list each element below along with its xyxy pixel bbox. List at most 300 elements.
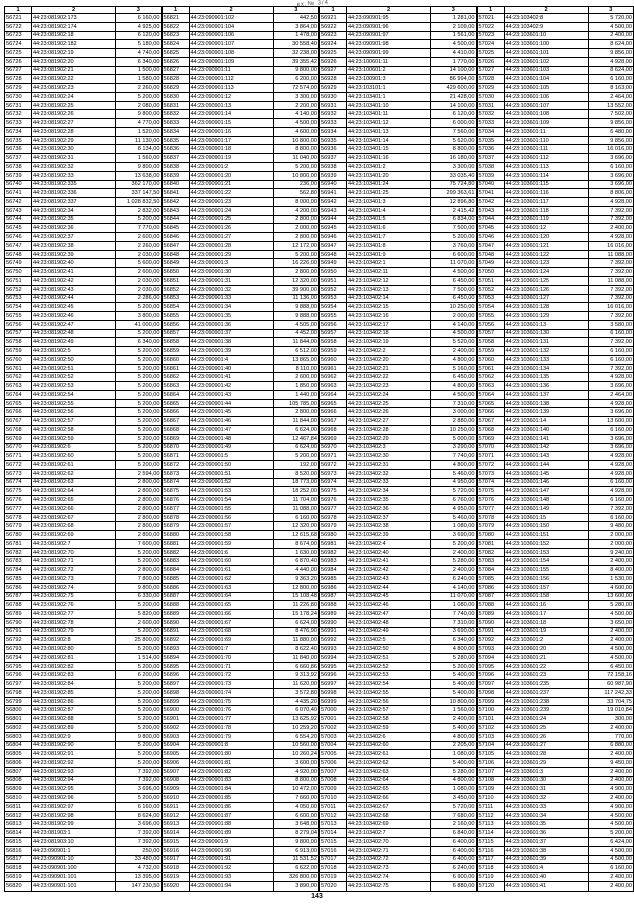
- row-number: 56974: [320, 478, 347, 487]
- table-row: [320, 320, 477, 329]
- cadastral-number: 44:23:090901:7: [189, 645, 273, 654]
- row-number: 56871: [162, 452, 189, 461]
- row-number: 56747: [5, 241, 32, 250]
- cadastral-value: 5 200,00: [116, 399, 162, 408]
- cadastral-value: 9 800,00: [116, 163, 162, 172]
- row-number: 57068: [477, 425, 504, 434]
- table-row: [477, 250, 634, 259]
- table-row: [477, 417, 634, 426]
- cadastral-value: 9 856,00: [588, 136, 634, 145]
- row-number: 56808: [5, 776, 32, 785]
- table-row: [477, 881, 634, 891]
- cadastral-number: 44:23:103601:157: [504, 583, 588, 592]
- cadastral-value: 1 530,00: [588, 575, 634, 584]
- row-number: 56793: [5, 645, 32, 654]
- cadastral-value: 2 400,00: [588, 557, 634, 566]
- row-number: 56955: [320, 312, 347, 321]
- table-row: [477, 198, 634, 207]
- row-number: 56966: [320, 408, 347, 417]
- cadastral-value: 9 240,00: [588, 548, 634, 557]
- table-row: [477, 14, 634, 23]
- table-row: [162, 66, 319, 75]
- row-number: 56920: [162, 881, 189, 891]
- cadastral-value: 5 200,00: [588, 829, 634, 838]
- cadastral-value: 2 205,00: [431, 741, 477, 750]
- row-number: 57083: [477, 557, 504, 566]
- table-row: [5, 732, 162, 741]
- row-number: 56754: [5, 303, 32, 312]
- row-number: 56911: [162, 802, 189, 811]
- cadastral-number: 44:23:081902:34: [32, 206, 116, 215]
- cadastral-number: 44:23:103402:40: [347, 548, 431, 557]
- table-row: [477, 636, 634, 645]
- row-number: 57074: [477, 478, 504, 487]
- cadastral-value: 6 554,20: [273, 732, 319, 741]
- cadastral-value: 6 240,00: [431, 575, 477, 584]
- cadastral-number: 44:23:081902:89: [32, 724, 116, 733]
- cadastral-value: 7 800,00: [116, 575, 162, 584]
- table-row: [477, 496, 634, 505]
- cadastral-number: 44:23:103601:127: [504, 294, 588, 303]
- cadastral-value: 2 030,00: [116, 285, 162, 294]
- table-row: [5, 110, 162, 119]
- cadastral-value: 11 136,00: [273, 294, 319, 303]
- cadastral-value: 10 260,24: [273, 750, 319, 759]
- cadastral-value: 6 200,00: [116, 671, 162, 680]
- cadastral-value: 33 480,00: [116, 855, 162, 864]
- cadastral-number: 44:23:090901:88: [189, 820, 273, 829]
- row-number: 56860: [162, 355, 189, 364]
- table-row: [162, 811, 319, 820]
- row-number: 57085: [477, 575, 504, 584]
- row-number: 57004: [320, 741, 347, 750]
- cadastral-number: 44:23:081902:44: [32, 294, 116, 303]
- row-number: 56787: [5, 592, 32, 601]
- row-number: 57041: [477, 189, 504, 198]
- cadastral-value: 4 500,00: [588, 811, 634, 820]
- row-number: 56959: [320, 347, 347, 356]
- table-row: [320, 347, 477, 356]
- row-number: 56863: [162, 382, 189, 391]
- cadastral-number: 44:23:103402:7: [347, 829, 431, 838]
- cadastral-number: 44:23:090901:59: [189, 539, 273, 548]
- cadastral-value: 7 392,00: [116, 829, 162, 838]
- cadastral-number: 44:23:090901:64: [189, 592, 273, 601]
- table-row: [477, 688, 634, 697]
- row-number: 56767: [5, 417, 32, 426]
- cadastral-number: 44:23:081902:54: [32, 390, 116, 399]
- table-row: [5, 504, 162, 513]
- table-row: [162, 408, 319, 417]
- table-row: [162, 338, 319, 347]
- row-number: 57109: [477, 785, 504, 794]
- cadastral-number: 44:23:090901:4: [189, 355, 273, 364]
- cadastral-number: 44:23:103401:11: [347, 110, 431, 119]
- row-number: 56806: [5, 759, 32, 768]
- cadastral-number: 44:23:103601:16: [504, 601, 588, 610]
- row-number: 56807: [5, 767, 32, 776]
- cadastral-value: 2 800,00: [273, 215, 319, 224]
- row-number: 56788: [5, 601, 32, 610]
- cadastral-number: 44:23:103601:115: [504, 180, 588, 189]
- cadastral-number: 44:23:090901:44: [189, 399, 273, 408]
- cadastral-number: 44:23:090901:47: [189, 425, 273, 434]
- table-row: [320, 312, 477, 321]
- cadastral-value: 4 140,00: [273, 110, 319, 119]
- cadastral-value: 1 560,00: [431, 706, 477, 715]
- cadastral-value: 15 178,24: [273, 610, 319, 619]
- cadastral-value: 4 928,00: [588, 461, 634, 470]
- cadastral-value: 5 200,00: [116, 706, 162, 715]
- row-number: 56972: [320, 461, 347, 470]
- table-row: [162, 671, 319, 680]
- table-row: [162, 478, 319, 487]
- row-number: 56973: [320, 469, 347, 478]
- table-row: [5, 84, 162, 93]
- cadastral-number: 44:23:090901:69: [189, 636, 273, 645]
- table-row: [477, 399, 634, 408]
- row-number: 57081: [477, 539, 504, 548]
- table-row: [477, 434, 634, 443]
- table-row: [477, 645, 634, 654]
- cadastral-value: 5 200,00: [116, 461, 162, 470]
- cadastral-value: 2 109,00: [431, 22, 477, 31]
- table-row: [5, 285, 162, 294]
- cadastral-number: 44:23:103402:61: [347, 750, 431, 759]
- cadastral-number: 44:23:103601:105: [504, 84, 588, 93]
- table-row: [320, 285, 477, 294]
- cadastral-number: 44:23:103601:239: [504, 706, 588, 715]
- table-row: [5, 49, 162, 58]
- row-number: 56804: [5, 741, 32, 750]
- cadastral-value: 9 313,92: [273, 671, 319, 680]
- table-row: [477, 329, 634, 338]
- cadastral-number: 44:23:103402:59: [347, 724, 431, 733]
- cadastral-number: 44:23:081902:5: [32, 347, 116, 356]
- cadastral-value: 4 500,00: [588, 610, 634, 619]
- cadastral-number: 44:23:081902:26: [32, 110, 116, 119]
- cadastral-value: 11 226,80: [273, 601, 319, 610]
- cadastral-number: 44:23:081902:8: [32, 636, 116, 645]
- table-row: [5, 390, 162, 399]
- table-row: [320, 434, 477, 443]
- row-number: 57080: [477, 531, 504, 540]
- cadastral-number: 44:23:090901:77: [189, 715, 273, 724]
- cadastral-value: 6 000,00: [431, 119, 477, 128]
- cadastral-value: 7 392,00: [116, 776, 162, 785]
- cadastral-value: 13 600,00: [588, 417, 634, 426]
- table-row: [320, 40, 477, 49]
- cadastral-number: 44:23:081902:45: [32, 303, 116, 312]
- cadastral-value: 4 925,00: [116, 22, 162, 31]
- cadastral-number: 44:23:090901:102: [189, 14, 273, 23]
- table-row: [5, 759, 162, 768]
- row-number: 56846: [162, 233, 189, 242]
- column-header: 2: [347, 7, 431, 14]
- cadastral-value: 3 300,00: [431, 163, 477, 172]
- table-row: [477, 338, 634, 347]
- table-row: [5, 347, 162, 356]
- cadastral-value: 4 950,00: [431, 504, 477, 513]
- cadastral-number: 44:23:103601:119: [504, 215, 588, 224]
- cadastral-value: 6 160,00: [588, 496, 634, 505]
- row-number: 56864: [162, 390, 189, 399]
- table-row: [477, 732, 634, 741]
- row-number: 56732: [5, 110, 32, 119]
- row-number: 56996: [320, 671, 347, 680]
- cadastral-value: 1 080,00: [431, 750, 477, 759]
- row-number: 56872: [162, 461, 189, 470]
- cadastral-value: 5 200,00: [273, 452, 319, 461]
- cadastral-number: 44:23:090901:25: [189, 215, 273, 224]
- table-row: [5, 837, 162, 846]
- table-row: [477, 110, 634, 119]
- cadastral-number: 44:23:103601:25: [504, 724, 588, 733]
- row-number: 56993: [320, 645, 347, 654]
- row-number: 57003: [320, 732, 347, 741]
- table-row: [320, 390, 477, 399]
- cadastral-number: 44:23:103601:154: [504, 557, 588, 566]
- cadastral-number: 44:23:090901:90: [189, 846, 273, 855]
- row-number: 56802: [5, 724, 32, 733]
- table-row: [5, 40, 162, 49]
- cadastral-number: 44:23:103402:48: [347, 618, 431, 627]
- cadastral-number: 44:23:103601:38: [504, 846, 588, 855]
- table-row: [320, 14, 477, 23]
- table-row: [320, 881, 477, 891]
- row-number: 56895: [162, 662, 189, 671]
- cadastral-number: 44:23:081902:81: [32, 653, 116, 662]
- table-row: [477, 452, 634, 461]
- cadastral-value: 4 928,00: [588, 233, 634, 242]
- row-number: 57028: [477, 75, 504, 84]
- table-row: [5, 408, 162, 417]
- table-row: [477, 697, 634, 706]
- cadastral-value: 2 600,00: [273, 373, 319, 382]
- table-row: [320, 837, 477, 846]
- cadastral-value: 8 622,40: [273, 645, 319, 654]
- row-number: 57018: [320, 864, 347, 873]
- table-row: [320, 127, 477, 136]
- row-number: 57042: [477, 198, 504, 207]
- table-row: [477, 119, 634, 128]
- cadastral-value: 442,50: [273, 14, 319, 23]
- table-row: [162, 837, 319, 846]
- cadastral-number: 44:23:081902:68: [32, 522, 116, 531]
- cadastral-value: 7 392,00: [588, 338, 634, 347]
- cadastral-value: 3 696,00: [116, 785, 162, 794]
- row-number: 56919: [162, 873, 189, 882]
- row-number: 57116: [477, 846, 504, 855]
- page-number: 143: [311, 893, 323, 900]
- row-number: 56954: [320, 303, 347, 312]
- row-number: 56928: [320, 75, 347, 84]
- row-number: 57000: [320, 706, 347, 715]
- cadastral-number: 44:23:103601:28: [504, 750, 588, 759]
- cadastral-number: 44:23:081902:92: [32, 759, 116, 768]
- cadastral-value: 6 870,40: [273, 557, 319, 566]
- cadastral-number: 44:23:103401:10: [347, 101, 431, 110]
- row-number: 56897: [162, 680, 189, 689]
- cadastral-value: 13 865,00: [273, 355, 319, 364]
- cadastral-number: 44:23:103402:50: [347, 645, 431, 654]
- cadastral-value: 2 260,00: [116, 241, 162, 250]
- table-row: [320, 688, 477, 697]
- cadastral-number: 44:23:103601:148: [504, 496, 588, 505]
- table-row: [162, 40, 319, 49]
- table-row: [320, 724, 477, 733]
- cadastral-number: 44:23:103601:33: [504, 802, 588, 811]
- cadastral-number: 44:23:103601:34: [504, 811, 588, 820]
- table-row: [477, 662, 634, 671]
- cadastral-number: 44:23:103402:32: [347, 469, 431, 478]
- cadastral-number: 44:23:081902:67: [32, 513, 116, 522]
- row-number: 56933: [320, 119, 347, 128]
- table-row: [320, 610, 477, 619]
- row-number: 57067: [477, 417, 504, 426]
- cadastral-number: 44:23:081902:78: [32, 618, 116, 627]
- row-number: 56778: [5, 513, 32, 522]
- cadastral-number: 44:23:090901:112: [189, 75, 273, 84]
- cadastral-number: 44:23:090901:38: [189, 338, 273, 347]
- cadastral-value: 2 400,00: [588, 767, 634, 776]
- table-row: [477, 513, 634, 522]
- table-row: [477, 575, 634, 584]
- row-number: 56796: [5, 671, 32, 680]
- row-number: 56761: [5, 364, 32, 373]
- cadastral-number: 44:23:103402:37: [347, 513, 431, 522]
- cadastral-number: 44:23:103601:109: [504, 119, 588, 128]
- cadastral-value: 3 450,00: [431, 794, 477, 803]
- table-row: [477, 855, 634, 864]
- table-row: [477, 84, 634, 93]
- cadastral-value: 7 680,00: [431, 811, 477, 820]
- row-number: 57016: [320, 846, 347, 855]
- cadastral-number: 44:23:090901:56: [189, 513, 273, 522]
- cadastral-value: 4 800,00: [431, 382, 477, 391]
- table-row: [477, 180, 634, 189]
- cadastral-number: 44:23:081902:30: [32, 145, 116, 154]
- row-number: 57007: [320, 767, 347, 776]
- cadastral-number: 44:23:081902:38: [32, 241, 116, 250]
- cadastral-value: 5 460,00: [431, 469, 477, 478]
- cadastral-number: 44:23:103401:13: [347, 127, 431, 136]
- cadastral-value: 2 000,00: [588, 531, 634, 540]
- row-number: 57039: [477, 171, 504, 180]
- table-row: [320, 487, 477, 496]
- cadastral-value: 6 160,00: [588, 478, 634, 487]
- row-number: 56999: [320, 697, 347, 706]
- registration-stamp: вх.№ 3/4: [296, 0, 330, 9]
- row-number: 57055: [477, 312, 504, 321]
- cadastral-value: 5 200,00: [116, 303, 162, 312]
- cadastral-number: 44:23:081902:62: [32, 469, 116, 478]
- row-number: 56994: [320, 653, 347, 662]
- cadastral-value: 2 800,00: [116, 522, 162, 531]
- row-number: 56741: [5, 189, 32, 198]
- table-row: [477, 312, 634, 321]
- cadastral-value: 10 800,00: [431, 697, 477, 706]
- cadastral-number: 44:23:103402:4: [347, 539, 431, 548]
- row-number: 57097: [477, 680, 504, 689]
- row-number: 56751: [5, 276, 32, 285]
- row-number: 56936: [320, 145, 347, 154]
- cadastral-value: 8 624,00: [588, 40, 634, 49]
- cadastral-number: 44:23:081902:20: [32, 57, 116, 66]
- row-number: 56753: [5, 294, 32, 303]
- row-number: 56797: [5, 680, 32, 689]
- table-row: [320, 49, 477, 58]
- cadastral-value: 4 928,00: [588, 198, 634, 207]
- cadastral-value: 3 696,00: [588, 180, 634, 189]
- row-number: 56825: [162, 49, 189, 58]
- table-row: [477, 101, 634, 110]
- row-number: 56991: [320, 627, 347, 636]
- cadastral-number: 44:23:103401:5: [347, 215, 431, 224]
- row-number: 56769: [5, 434, 32, 443]
- cadastral-number: 44:23:103402:66: [347, 794, 431, 803]
- cadastral-value: 6 600,00: [273, 811, 319, 820]
- row-number: 57093: [477, 645, 504, 654]
- cadastral-number: 44:23:081902:63: [32, 478, 116, 487]
- row-number: 56922: [320, 22, 347, 31]
- row-number: 56799: [5, 697, 32, 706]
- row-number: 56822: [162, 22, 189, 31]
- table-row: [477, 294, 634, 303]
- row-number: 56728: [5, 75, 32, 84]
- cadastral-number: 44:23:103601:3: [504, 767, 588, 776]
- table-row: [477, 171, 634, 180]
- header-row: [477, 7, 634, 14]
- cadastral-number: 44:23:103401:9: [347, 250, 431, 259]
- cadastral-number: 44:23:103601:138: [504, 399, 588, 408]
- cadastral-value: 4 928,00: [588, 469, 634, 478]
- cadastral-number: 44:23:090901:27: [189, 233, 273, 242]
- cadastral-number: 44:23:103601:129: [504, 312, 588, 321]
- cadastral-number: 44:23:103402:13: [347, 285, 431, 294]
- row-number: 56930: [320, 92, 347, 101]
- table-row: [5, 294, 162, 303]
- table-row: [162, 276, 319, 285]
- cadastral-value: 12 467,84: [273, 434, 319, 443]
- cadastral-number: 44:23:103402:20: [347, 355, 431, 364]
- cadastral-number: 44:23:090901:55: [189, 504, 273, 513]
- table-row: [477, 680, 634, 689]
- cadastral-value: 7 392,00: [588, 285, 634, 294]
- table-row: [162, 84, 319, 93]
- row-number: 56874: [162, 478, 189, 487]
- cadastral-value: 6 450,00: [588, 662, 634, 671]
- row-number: 57057: [477, 329, 504, 338]
- cadastral-value: 11 088,00: [273, 504, 319, 513]
- cadastral-value: 14 100,00: [431, 66, 477, 75]
- cadastral-number: 44:23:103601:126: [504, 285, 588, 294]
- row-number: 56848: [162, 250, 189, 259]
- header-row: [5, 7, 162, 14]
- cadastral-number: 44:23:090901:106: [189, 31, 273, 40]
- row-number: 57120: [477, 881, 504, 891]
- table-row: [5, 645, 162, 654]
- row-number: 57031: [477, 101, 504, 110]
- table-row: [5, 189, 162, 198]
- table-row: [320, 259, 477, 268]
- table-row: [320, 601, 477, 610]
- table-row: [320, 399, 477, 408]
- cadastral-value: 13 638,00: [116, 171, 162, 180]
- row-number: 56870: [162, 443, 189, 452]
- cadastral-value: 72 574,00: [273, 84, 319, 93]
- cadastral-number: 44:23:081902:27: [32, 119, 116, 128]
